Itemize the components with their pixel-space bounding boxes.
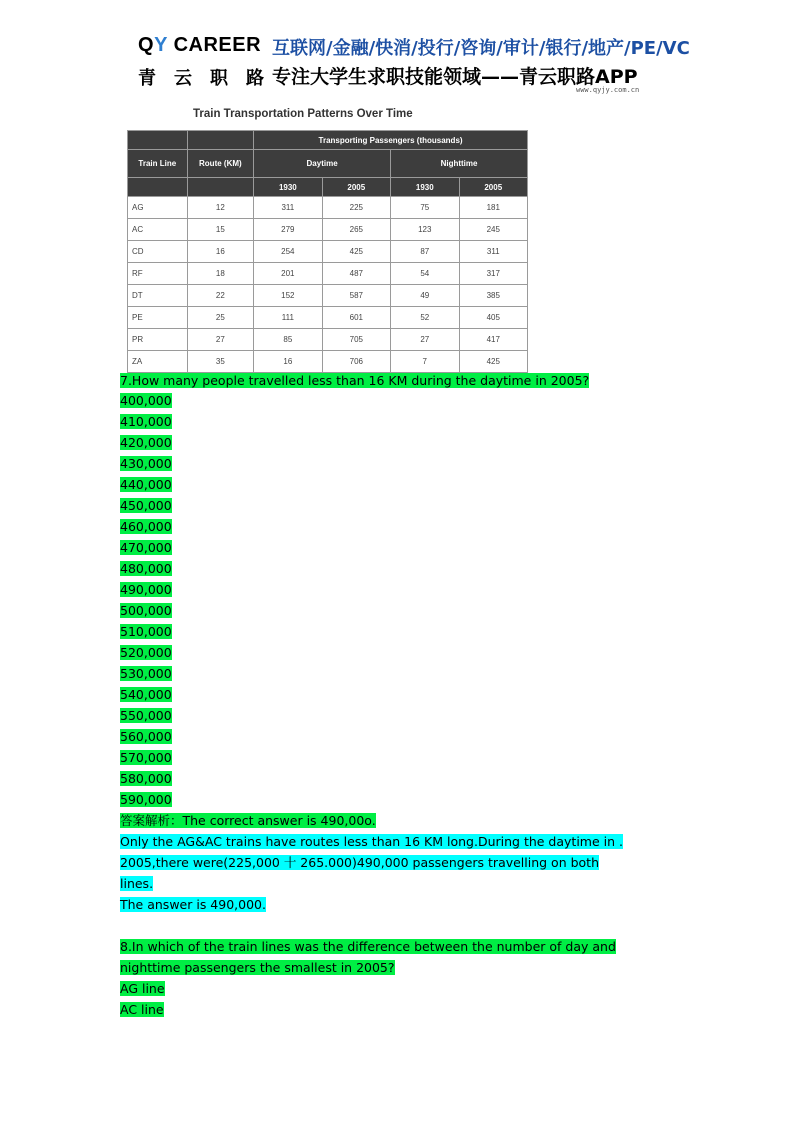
option[interactable] — [120, 413, 172, 434]
table-row — [128, 263, 528, 285]
header-train-line: Train Line — [128, 150, 188, 178]
brand-suffix: CAREER — [167, 34, 262, 56]
cell-route: 12 — [187, 197, 254, 219]
table-row — [128, 351, 528, 373]
option-label: 410,000 — [120, 414, 172, 429]
industry-tags: 互联网/金融/快消/投行/咨询/审计/银行/地产/PE/VC — [272, 38, 690, 59]
brand-prefix: Q — [138, 34, 155, 56]
option[interactable] — [120, 686, 172, 707]
option[interactable] — [120, 602, 172, 623]
explanation-line — [120, 896, 266, 914]
table-row — [128, 197, 528, 219]
option-label: AG line — [120, 981, 165, 996]
table-row — [128, 307, 528, 329]
option-label: 550,000 — [120, 708, 172, 723]
cell-value: 385 — [459, 285, 527, 307]
cell-value: 201 — [254, 263, 322, 285]
option[interactable] — [120, 665, 172, 686]
cell-line: RF — [128, 263, 188, 285]
cell-value: 245 — [459, 219, 527, 241]
cell-line: AC — [128, 219, 188, 241]
header-blank — [187, 131, 254, 150]
explanation-text: 2005,there were(225,000 十 265.000)490,000 passengers travelling on both — [120, 855, 600, 870]
table-row — [128, 285, 528, 307]
table-row — [128, 241, 528, 263]
option[interactable] — [120, 455, 172, 476]
option[interactable] — [120, 791, 172, 812]
cell-route: 18 — [187, 263, 254, 285]
cell-value: 52 — [391, 307, 459, 329]
cell-value: 601 — [322, 307, 390, 329]
cell-value: 123 — [391, 219, 459, 241]
option[interactable] — [120, 581, 172, 602]
cell-value: 705 — [322, 329, 390, 351]
table-row — [128, 219, 528, 241]
cell-route: 25 — [187, 307, 254, 329]
option[interactable] — [120, 539, 172, 560]
cell-value: 75 — [391, 197, 459, 219]
header-blank — [187, 178, 254, 197]
option-label: 580,000 — [120, 771, 172, 786]
cell-value: 85 — [254, 329, 322, 351]
train-data-table — [127, 130, 528, 373]
option-label: 560,000 — [120, 729, 172, 744]
header-year: 2005 — [322, 178, 390, 197]
explanation-text: Only the AG&AC trains have routes less than 16 KM long.During the daytime in . — [120, 834, 623, 849]
question-7 — [120, 372, 589, 390]
explanation-line — [120, 854, 599, 872]
cell-value: 317 — [459, 263, 527, 285]
cell-value: 54 — [391, 263, 459, 285]
option-label: 590,000 — [120, 792, 172, 807]
option-label: 460,000 — [120, 519, 172, 534]
question-7-options — [120, 392, 172, 812]
explanation-line — [120, 833, 623, 851]
cell-value: 254 — [254, 241, 322, 263]
cell-value: 425 — [459, 351, 527, 373]
cell-route: 15 — [187, 219, 254, 241]
option[interactable] — [120, 476, 172, 497]
option-label: 510,000 — [120, 624, 172, 639]
option[interactable] — [120, 560, 172, 581]
header-blank — [128, 178, 188, 197]
option-label: 500,000 — [120, 603, 172, 618]
option[interactable] — [120, 392, 172, 413]
option-label: AC line — [120, 1002, 164, 1017]
cell-line: ZA — [128, 351, 188, 373]
cell-route: 16 — [187, 241, 254, 263]
page-header — [0, 0, 800, 100]
cell-value: 181 — [459, 197, 527, 219]
cell-value: 405 — [459, 307, 527, 329]
option-label: 520,000 — [120, 645, 172, 660]
option-label: 430,000 — [120, 456, 172, 471]
cell-value: 587 — [322, 285, 390, 307]
cell-value: 487 — [322, 263, 390, 285]
header-year: 1930 — [391, 178, 459, 197]
option[interactable] — [120, 518, 172, 539]
option[interactable] — [120, 980, 165, 998]
cell-value: 87 — [391, 241, 459, 263]
cell-value: 279 — [254, 219, 322, 241]
cell-value: 152 — [254, 285, 322, 307]
question-8-text: nighttime passengers the smallest in 2005? — [120, 960, 395, 975]
cell-value: 27 — [391, 329, 459, 351]
option[interactable] — [120, 728, 172, 749]
header-daytime: Daytime — [254, 150, 391, 178]
header-passengers: Transporting Passengers (thousands) — [254, 131, 528, 150]
option[interactable] — [120, 707, 172, 728]
explanation-text: The answer is 490,000. — [120, 897, 266, 912]
option[interactable] — [120, 623, 172, 644]
option-label: 570,000 — [120, 750, 172, 765]
cell-value: 49 — [391, 285, 459, 307]
question-8 — [120, 938, 616, 956]
brand-logo — [138, 34, 261, 57]
cell-route: 27 — [187, 329, 254, 351]
option-label: 470,000 — [120, 540, 172, 555]
cell-line: PR — [128, 329, 188, 351]
cell-value: 111 — [254, 307, 322, 329]
option-label: 540,000 — [120, 687, 172, 702]
option[interactable] — [120, 749, 172, 770]
cell-route: 35 — [187, 351, 254, 373]
question-8-cont — [120, 959, 395, 977]
option-label: 530,000 — [120, 666, 172, 681]
table-title: Train Transportation Patterns Over Time — [193, 108, 413, 120]
cell-value: 16 — [254, 351, 322, 373]
option[interactable] — [120, 497, 172, 518]
explanation-line — [120, 875, 153, 893]
question-7-text: 7.How many people travelled less than 16 KM during the daytime in 2005? — [120, 373, 590, 388]
cell-line: AG — [128, 197, 188, 219]
option-label: 490,000 — [120, 582, 172, 597]
cell-value: 311 — [459, 241, 527, 263]
cell-value: 417 — [459, 329, 527, 351]
slogan: 专注大学生求职技能领域——青云职路APP — [272, 66, 638, 88]
header-route: Route (KM) — [187, 150, 254, 178]
cell-route: 22 — [187, 285, 254, 307]
cell-value: 265 — [322, 219, 390, 241]
option-label: 440,000 — [120, 477, 172, 492]
cell-value: 311 — [254, 197, 322, 219]
header-year: 2005 — [459, 178, 527, 197]
cell-value: 425 — [322, 241, 390, 263]
brand-chinese-name: 青云职路 — [138, 68, 282, 89]
option-label: 420,000 — [120, 435, 172, 450]
explanation-text: lines. — [120, 876, 154, 891]
cell-line: DT — [128, 285, 188, 307]
cell-value: 7 — [391, 351, 459, 373]
cell-line: PE — [128, 307, 188, 329]
cell-value: 706 — [322, 351, 390, 373]
option-label: 480,000 — [120, 561, 172, 576]
answer-line — [120, 812, 376, 830]
table-row — [128, 329, 528, 351]
option[interactable] — [120, 644, 172, 665]
option[interactable] — [120, 1001, 164, 1019]
header-url: www.qyjy.com.cn — [576, 86, 640, 94]
cell-line: CD — [128, 241, 188, 263]
header-blank — [128, 131, 188, 150]
brand-y: Y — [154, 34, 168, 56]
option[interactable] — [120, 434, 172, 455]
header-year: 1930 — [254, 178, 322, 197]
answer-text: 答案解析：The correct answer is 490,00o. — [120, 813, 376, 828]
option-label: 450,000 — [120, 498, 172, 513]
question-8-text: 8.In which of the train lines was the difference between the number of day and — [120, 939, 616, 954]
option[interactable] — [120, 770, 172, 791]
option-label: 400,000 — [120, 393, 172, 408]
cell-value: 225 — [322, 197, 390, 219]
header-nighttime: Nighttime — [391, 150, 528, 178]
